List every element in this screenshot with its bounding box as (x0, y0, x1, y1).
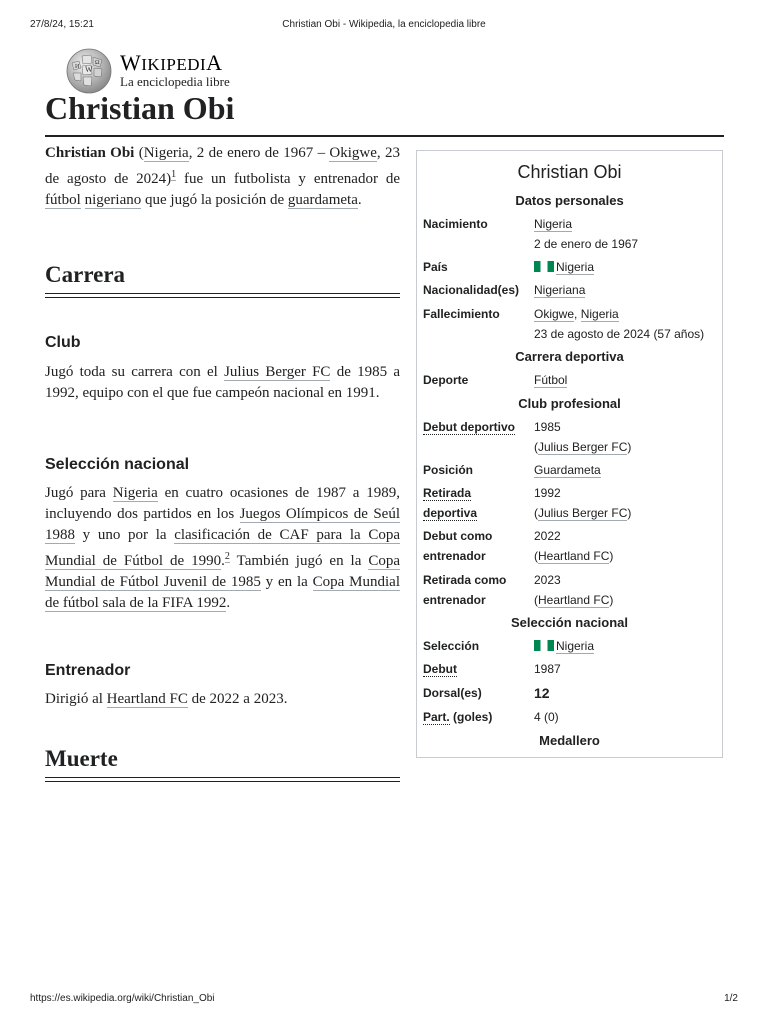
link-copa-mundial-futbol-sala-1992[interactable]: Copa Mundial de fútbol sala de la FIFA 1992 (45, 574, 401, 611)
infobox-section-medallero[interactable]: Medallero (539, 733, 600, 748)
label-retirada-entrenador (423, 570, 506, 610)
label-pais: País (423, 260, 448, 274)
text: Dirigió al (45, 691, 107, 707)
print-timestamp: 27/8/24, 15:21 (30, 19, 94, 30)
link-nigeria-team[interactable]: Nigeria (112, 485, 158, 501)
heading-divider (45, 293, 400, 298)
text: Retirada como (423, 573, 507, 587)
value-posicion (534, 460, 601, 480)
value-debut-entrenador-year: 2022 (534, 529, 561, 543)
label-deporte: Deporte (423, 373, 469, 387)
label-partidos-goles (423, 707, 492, 727)
label-retirada-deportiva (423, 483, 477, 523)
wikipedia-wordmark[interactable] (120, 50, 223, 76)
text: ( (534, 506, 538, 520)
text: Jugó toda su carrera con el (45, 364, 225, 380)
text: ( (534, 593, 538, 607)
value-seleccion (534, 636, 594, 656)
link-nigeriano[interactable]: nigeriano (84, 192, 142, 208)
value-retirada-deportiva (534, 483, 631, 523)
text: Debut como (423, 529, 493, 543)
heading-seleccion-nacional: Selección nacional (45, 456, 190, 473)
link-debut-club[interactable]: Julius Berger FC (538, 440, 628, 454)
text: . (226, 595, 231, 611)
heading-carrera: Carrera (45, 262, 126, 287)
text: fue un futbolista y entrenador de (176, 171, 400, 187)
value-pais (534, 257, 594, 277)
link-okigwe-infobox[interactable]: Okigwe (534, 307, 575, 321)
nigeria-flag-icon (534, 261, 554, 272)
text: . (357, 192, 362, 208)
print-page-count: 1/2 (724, 993, 738, 1004)
heading-divider (45, 777, 400, 782)
heading-muerte: Muerte (45, 746, 118, 771)
value-debut-year: 1985 (534, 420, 561, 434)
text: entrenador (423, 593, 486, 607)
text: ) (627, 506, 632, 520)
label-fallecimiento: Fallecimiento (423, 307, 500, 321)
text: , 23 de agosto de 2024) (45, 145, 400, 187)
label-debut-entrenador (423, 526, 492, 566)
wikipedia-tagline: La enciclopedia libre (120, 74, 230, 89)
wikipedia-globe-icon[interactable] (64, 47, 114, 95)
text: ( (134, 145, 144, 161)
link-juegos-olimpicos-seul-1988[interactable]: Juegos Olímpicos de Seúl 1988 (45, 506, 400, 543)
link-retirada-club[interactable]: Julius Berger FC (538, 506, 628, 520)
value-debut: 1987 (534, 662, 561, 676)
text: y uno por la (75, 527, 175, 543)
label-posicion: Posición (423, 463, 474, 477)
seleccion-paragraph (45, 483, 400, 614)
link-fallecimiento-nigeria[interactable]: Nigeria (580, 307, 619, 321)
text: ) (627, 440, 632, 454)
intro-subject-name: Christian Obi (45, 145, 135, 161)
link-julius-berger-fc[interactable]: Julius Berger FC (224, 364, 331, 380)
intro-paragraph (45, 143, 400, 211)
abbr-debut-deportivo: Debut deportivo (423, 420, 515, 434)
link-okigwe[interactable]: Okigwe (329, 145, 377, 161)
label-nacionalidad: Nacionalidad(es) (423, 283, 520, 297)
label-debut-deportivo (423, 417, 515, 437)
heading-club: Club (45, 334, 81, 351)
value-retirada-entrenador-year: 2023 (534, 573, 561, 587)
reference-1[interactable]: 1 (171, 169, 177, 180)
link-futbol-infobox[interactable]: Fútbol (534, 373, 568, 387)
label-nacimiento: Nacimiento (423, 217, 488, 231)
value-nacionalidad (534, 280, 585, 300)
svg-text:Ω: Ω (95, 60, 100, 66)
text: , 2 de enero de 1967 – (188, 145, 330, 161)
value-nacimiento (534, 214, 638, 254)
text: de 2022 a 2023. (187, 691, 288, 707)
text: Jugó para (45, 485, 113, 501)
link-nigeriana[interactable]: Nigeriana (534, 283, 586, 297)
wordmark-last: A (206, 50, 223, 75)
label-debut (423, 659, 457, 679)
link-nacimiento-nigeria[interactable]: Nigeria (534, 217, 573, 231)
print-url: https://es.wikipedia.org/wiki/Christian_Obi (30, 993, 215, 1004)
text: entrenador (423, 549, 486, 563)
link-pais-nigeria[interactable]: Nigeria (556, 260, 595, 274)
value-fallecimiento-fecha: 23 de agosto de 2024 (57 años) (534, 327, 705, 341)
infobox (416, 150, 723, 758)
link-nigeria[interactable]: Nigeria (143, 145, 189, 161)
svg-text:И: И (75, 64, 80, 70)
title-divider (45, 135, 724, 137)
abbr-debut: Debut (423, 662, 457, 676)
infobox-section-club-profesional: Club profesional (518, 396, 621, 411)
reference-2[interactable]: 2 (224, 551, 230, 562)
value-debut-deportivo (534, 417, 631, 457)
text: en cuatro ocasiones de 1987 a 1989, incluyendo dos partidos en los (45, 485, 400, 522)
value-retirada-entrenador (534, 570, 613, 610)
label-seleccion: Selección (423, 639, 480, 653)
print-footer (30, 993, 738, 1004)
text: ( (534, 440, 538, 454)
heading-entrenador: Entrenador (45, 662, 131, 679)
abbr-partidos: Part. (423, 710, 450, 724)
abbr-retirada: Retirada (423, 486, 472, 500)
text: También jugó en la (229, 553, 369, 569)
link-heartland-fc[interactable]: Heartland FC (106, 691, 188, 707)
text: de 1985 a 1992, equipo con el que fue campeón nacional en 1991. (45, 364, 400, 401)
infobox-section-seleccion-nacional: Selección nacional (510, 615, 629, 630)
link-retirada-entrenador-club[interactable]: Heartland FC (538, 593, 610, 607)
text: que jugó la posición de (141, 192, 288, 208)
value-nacimiento-fecha: 2 de enero de 1967 (534, 237, 639, 251)
value-fallecimiento (534, 304, 704, 344)
label-dorsal: Dorsal(es) (423, 686, 482, 700)
nigeria-flag-icon (534, 640, 554, 651)
entrenador-paragraph (45, 689, 400, 710)
text: ( (534, 549, 538, 563)
text: y en la (260, 574, 313, 590)
text: ) (609, 549, 614, 563)
link-futbol[interactable]: fútbol (45, 192, 81, 208)
print-page-title: Christian Obi - Wikipedia, la enciclopedia libre (282, 19, 486, 30)
infobox-title: Christian Obi (517, 162, 622, 182)
value-dorsal: 12 (534, 685, 550, 701)
text: , (574, 307, 581, 321)
infobox-section-datos-personales: Datos personales (515, 193, 624, 208)
wordmark-mid: IKIPEDI (141, 55, 207, 74)
value-retirada-year: 1992 (534, 486, 561, 500)
link-seleccion-nigeria[interactable]: Nigeria (556, 639, 595, 653)
value-deporte (534, 370, 567, 390)
link-clasificacion-caf[interactable]: clasificación de CAF para la Copa Mundial de Fútbol de 1990 (45, 527, 400, 569)
text: . (221, 553, 225, 569)
svg-text:W: W (85, 65, 93, 74)
infobox-section-carrera-deportiva: Carrera deportiva (515, 349, 624, 364)
abbr-deportiva: deportiva (423, 506, 478, 520)
link-guardameta-infobox[interactable]: Guardameta (534, 463, 601, 477)
text: (goles) (449, 710, 493, 724)
value-debut-entrenador (534, 526, 613, 566)
link-guardameta[interactable]: guardameta (287, 192, 358, 208)
link-debut-entrenador-club[interactable]: Heartland FC (538, 549, 610, 563)
link-copa-mundial-juvenil-1985[interactable]: Copa Mundial de Fútbol Juvenil de 1985 (45, 553, 400, 590)
page-title: Christian Obi (45, 90, 235, 126)
text: ) (609, 593, 614, 607)
club-paragraph (45, 362, 400, 404)
wordmark-first: W (120, 50, 142, 75)
value-partidos-goles: 4 (0) (534, 710, 559, 724)
